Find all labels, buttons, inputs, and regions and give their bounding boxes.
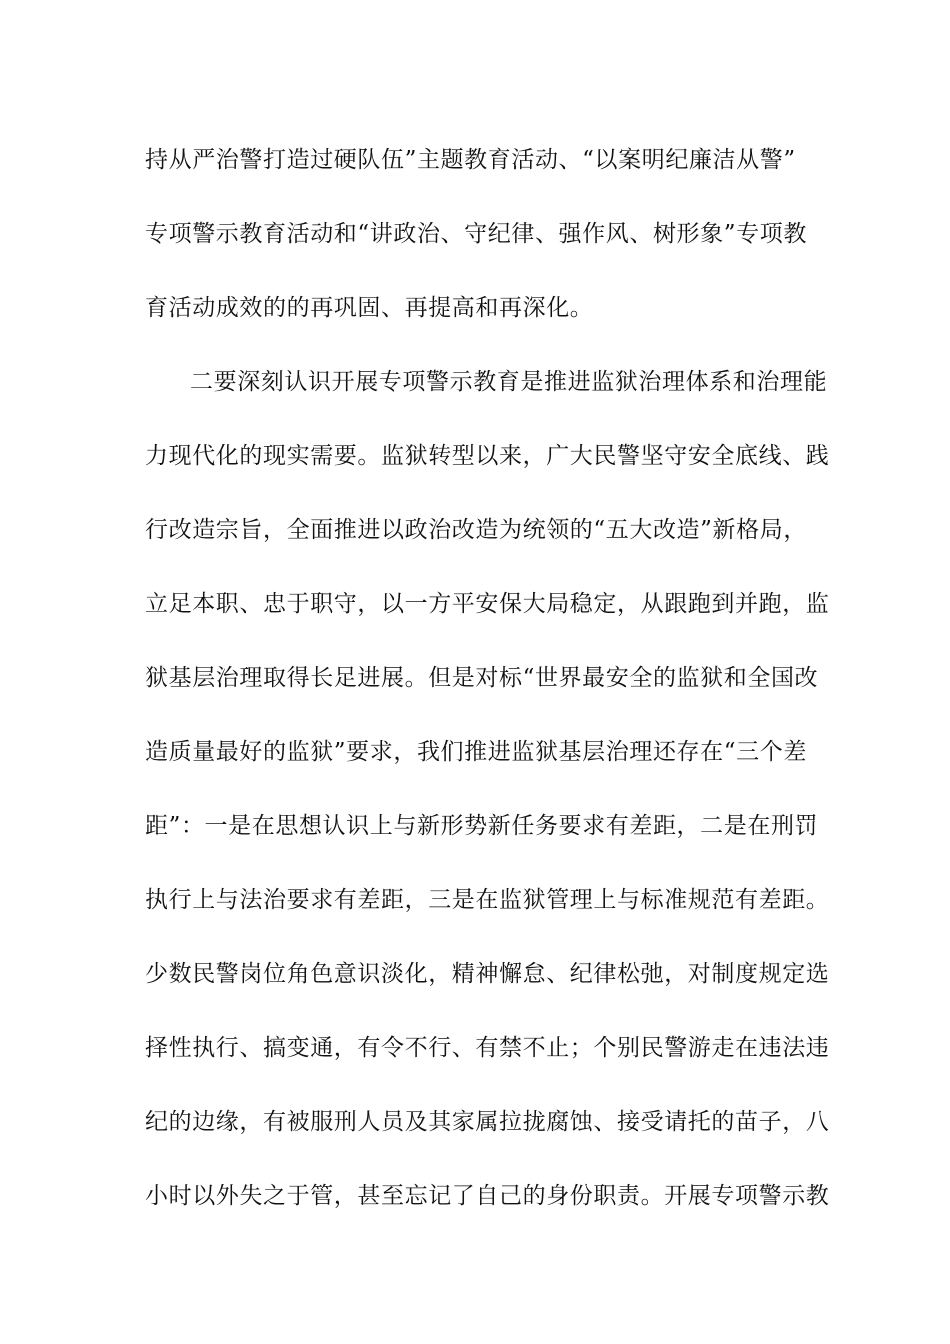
text-line: 距”：一是在思想认识上与新形势新任务要求有差距，二是在刑罚 — [145, 813, 819, 839]
text-line: 狱基层治理取得长足进展。但是对标“世界最安全的监狱和全国改 — [145, 665, 819, 691]
text-line: 执行上与法治要求有差距，三是在监狱管理上与标准规范有差距。 — [145, 887, 830, 913]
text-line: 纪的边缘，有被服刑人员及其家属拉拢腐蚀、接受请托的苗子，八 — [145, 1109, 830, 1135]
text-line: 力现代化的现实需要。监狱转型以来，广大民警坚守安全底线、践 — [145, 443, 830, 469]
text-line: 专项警示教育活动和“讲政治、守纪律、强作风、树形象”专项教 — [145, 221, 807, 247]
text-line: 造质量最好的监狱”要求，我们推进监狱基层治理还存在“三个差 — [145, 739, 807, 765]
text-line: 少数民警岗位角色意识淡化，精神懈怠、纪律松弛，对制度规定选 — [145, 961, 830, 987]
text-line: 持从严治警打造过硬队伍”主题教育活动、“以案明纪廉洁从警” — [145, 147, 796, 173]
text-line: 立足本职、忠于职守，以一方平安保大局稳定，从跟跑到并跑，监 — [145, 591, 830, 617]
text-line: 育活动成效的的再巩固、再提高和再深化。 — [145, 295, 594, 321]
text-line: 小时以外失之于管，甚至忘记了自己的身份职责。开展专项警示教 — [145, 1183, 830, 1209]
text-line: 行改造宗旨，全面推进以政治改造为统领的“五大改造”新格局， — [145, 517, 807, 543]
text-line: 择性执行、搞变通，有令不行、有禁不止；个别民警游走在违法违 — [145, 1035, 830, 1061]
paragraph-first-line: 二要深刻认识开展专项警示教育是推进监狱治理体系和治理能 — [190, 369, 828, 395]
